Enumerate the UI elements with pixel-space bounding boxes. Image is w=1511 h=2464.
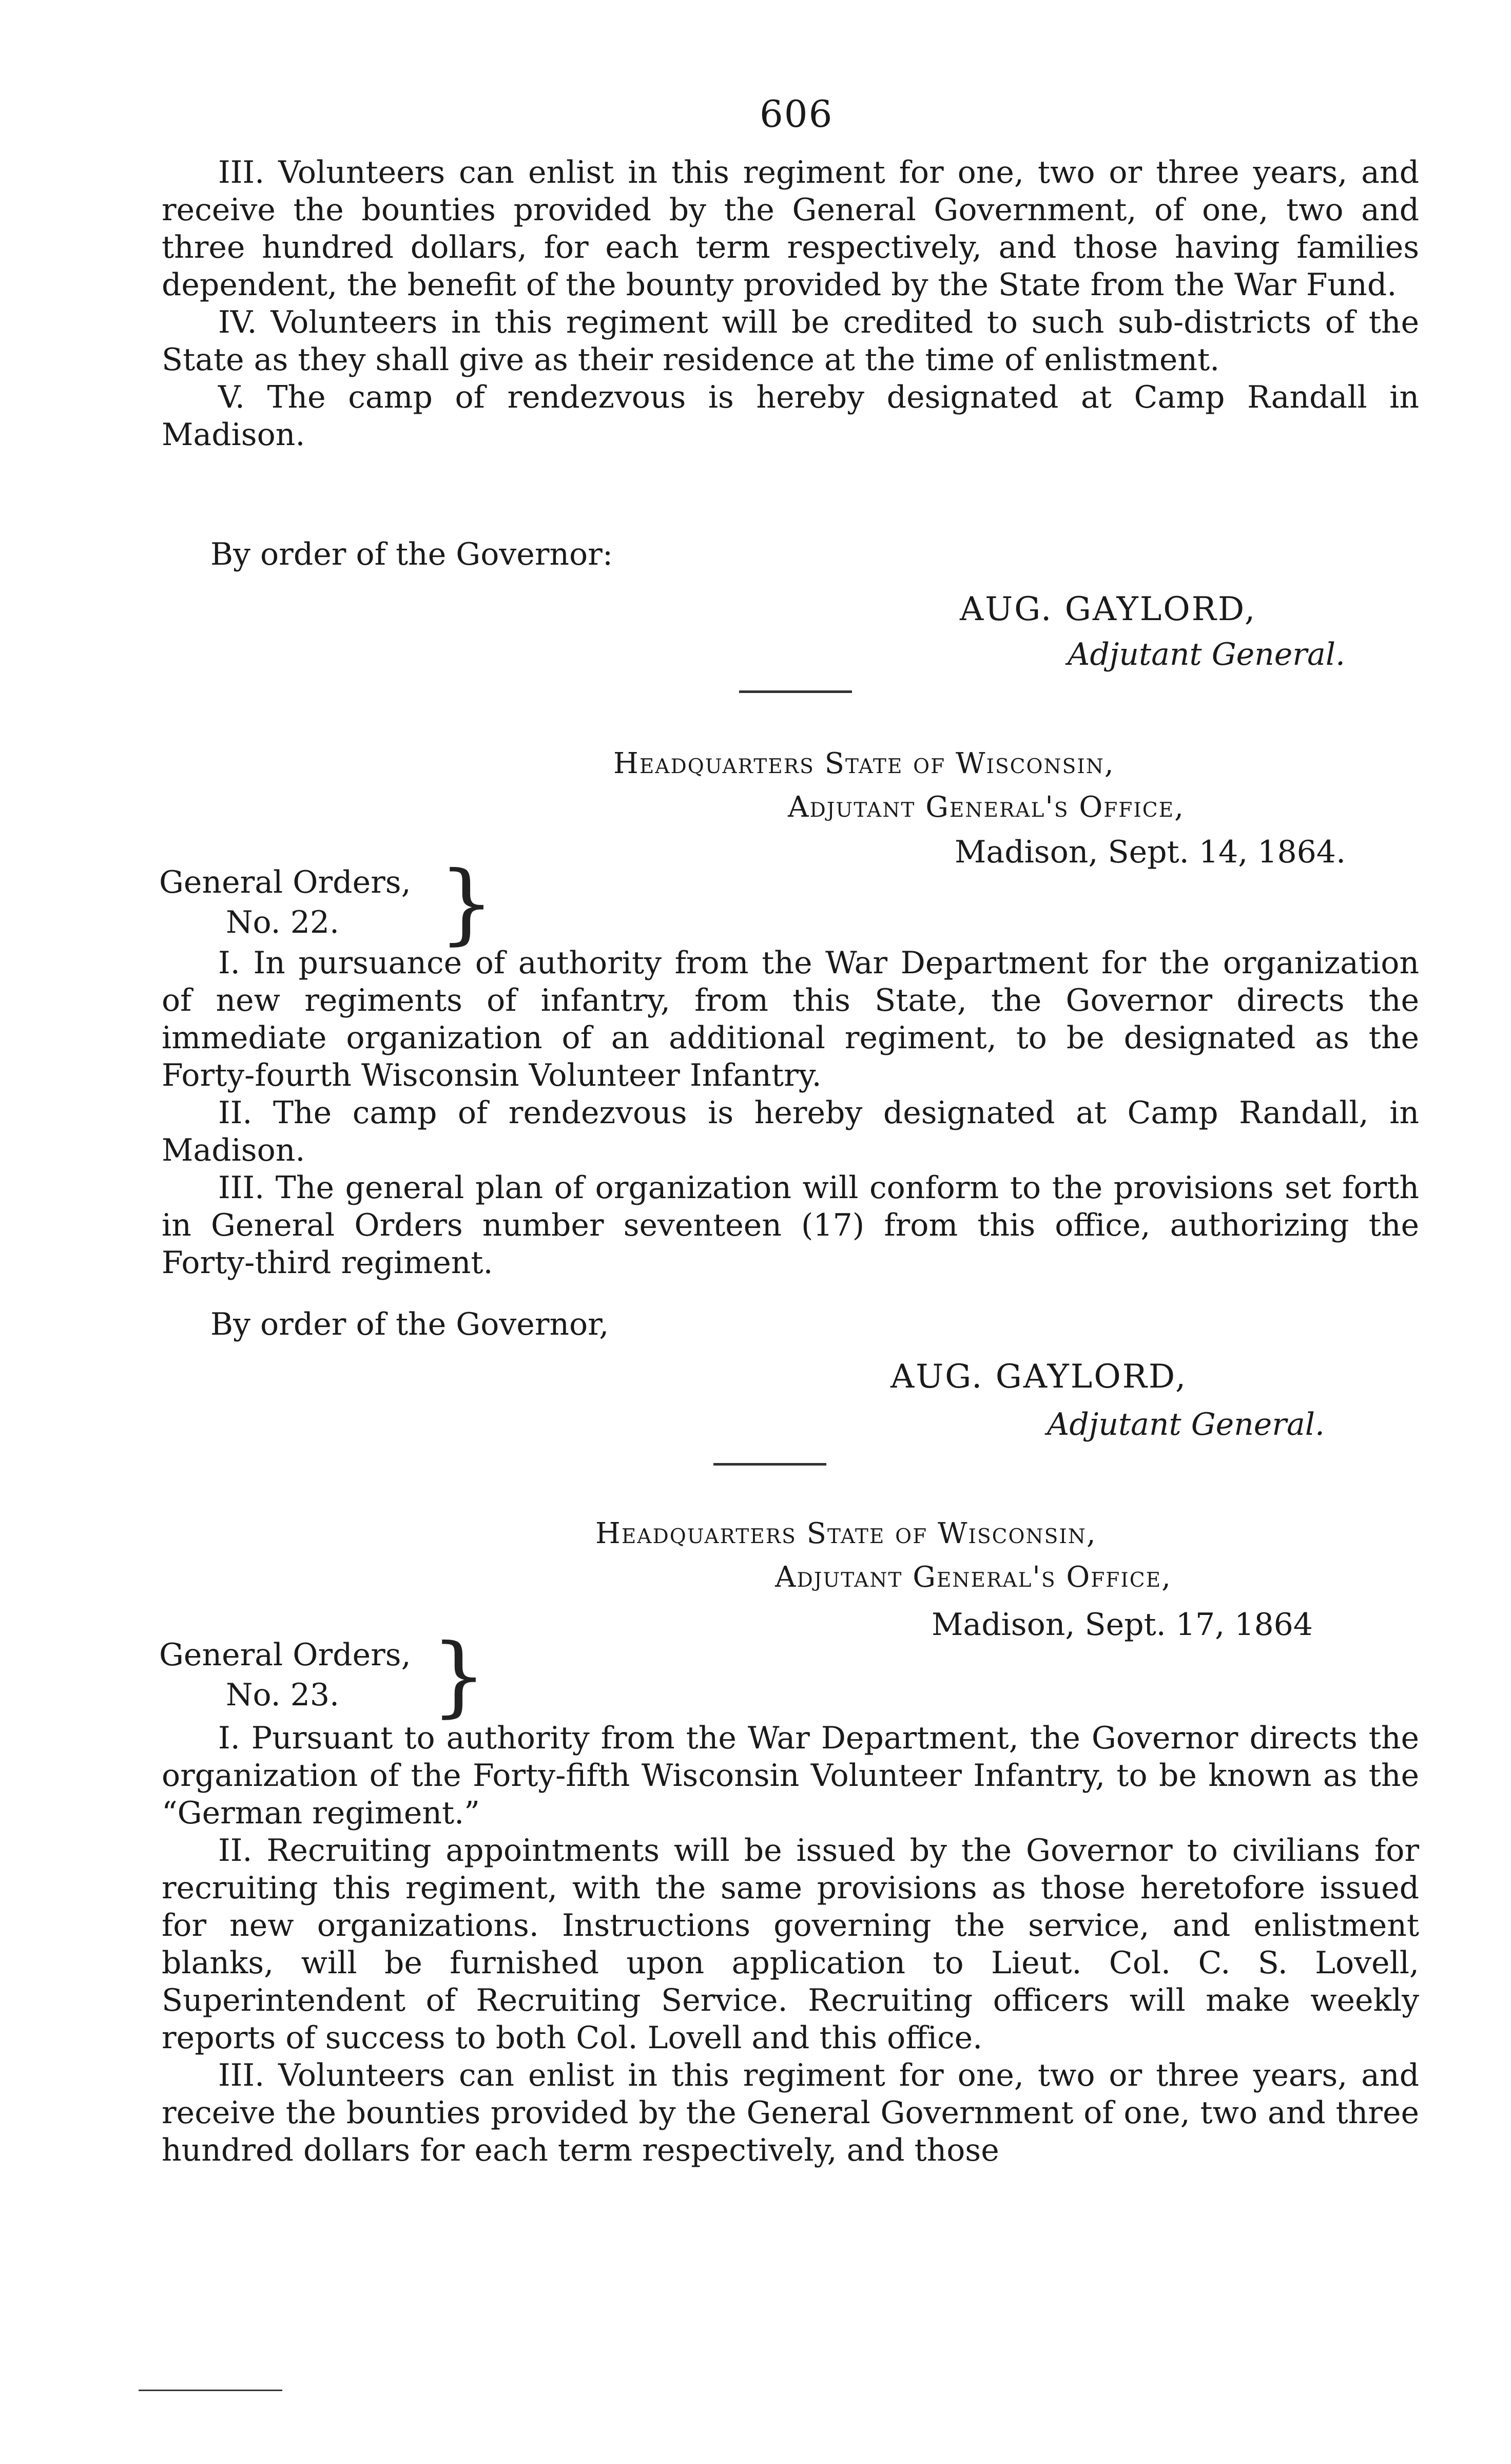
brace-symbol: } xyxy=(431,1625,487,1727)
dateline: Madison, Sept. 14, 1864. xyxy=(955,834,1346,870)
orders-label: General Orders, xyxy=(159,1637,411,1673)
paragraph: I. In pursuance of authority from the War Department for the organization of new regiments of infantry, from this State, the Governor directs the immediate organization of an additional regiment, to be designated as the Forty-fourth Wisconsin Volunteer Infantry. xyxy=(162,945,1419,1093)
footnote-rule xyxy=(139,2390,282,2391)
orders-number: No. 22. xyxy=(226,904,340,940)
section-divider xyxy=(713,1463,826,1466)
section-divider xyxy=(739,690,852,693)
signature-title: Adjutant General. xyxy=(1047,1407,1325,1442)
paragraph: III. Volunteers can enlist in this regiment for one, two or three years, and receive the bounties provided by the General Government of one, two and three hundred dollars for each term respectively, and those xyxy=(162,2057,1419,2168)
general-orders-label xyxy=(159,1635,411,1715)
headquarters-line: Headquarters State of Wisconsin, xyxy=(595,1517,1097,1550)
paragraph: III. Volunteers can enlist in this regiment for one, two or three years, and receive the bounties provided by the General Government, of one, two and three hundred dollars, for each term respectively, and those having families dependent, the benefit of the bounty provided by the State from the War Fund. xyxy=(162,155,1419,303)
paragraph: I. Pursuant to authority from the War Department, the Governor directs the organization of the Forty-fifth Wisconsin Volunteer Infantry, to be known as the “German regiment.” xyxy=(162,1720,1419,1831)
signature-title: Adjutant General. xyxy=(1068,637,1345,672)
office-line: Adjutant General's Office, xyxy=(775,1561,1172,1594)
office-line: Adjutant General's Office, xyxy=(788,791,1185,824)
orders-label: General Orders, xyxy=(159,864,411,900)
page-number: 606 xyxy=(760,92,834,136)
general-orders-label xyxy=(159,862,411,942)
paragraph: III. The general plan of organization will conform to the provisions set forth in General Orders number seventeen (17) from this office, authorizing the Forty-third regiment. xyxy=(162,1170,1419,1281)
paragraph: V. The camp of rendezvous is hereby designated at Camp Randall in Madison. xyxy=(162,379,1419,453)
signature: AUG. GAYLORD, xyxy=(960,590,1257,628)
signature: AUG. GAYLORD, xyxy=(890,1358,1188,1396)
order-21-body xyxy=(162,154,1419,454)
paragraph: II. Recruiting appointments will be issued by the Governor to civilians for recruiting this regiment, with the same provisions as those heretofore issued for new organizations. Instructions governing the service, and enlistment blanks, will be furnished upon application to Lieut. Col. C. S. Lovell, Superintendent of Recruiting Service. Recruiting officers will make weekly reports of success to both Col. Lovell and this office. xyxy=(162,1833,1419,2056)
headquarters-line: Headquarters State of Wisconsin, xyxy=(613,747,1115,780)
by-order-line: By order of the Governor: xyxy=(210,536,613,572)
paragraph: IV. Volunteers in this regiment will be credited to such sub-districts of the State as they shall give as their residence at the time of enlistment. xyxy=(162,304,1419,378)
by-order-line: By order of the Governor, xyxy=(210,1306,609,1342)
dateline: Madison, Sept. 17, 1864 xyxy=(932,1607,1313,1643)
paragraph: II. The camp of rendezvous is hereby designated at Camp Randall, in Madison. xyxy=(162,1095,1419,1168)
orders-number: No. 23. xyxy=(226,1677,340,1713)
order-22-body xyxy=(162,945,1419,1282)
order-23-body xyxy=(162,1720,1419,2169)
brace-symbol: } xyxy=(439,853,495,954)
